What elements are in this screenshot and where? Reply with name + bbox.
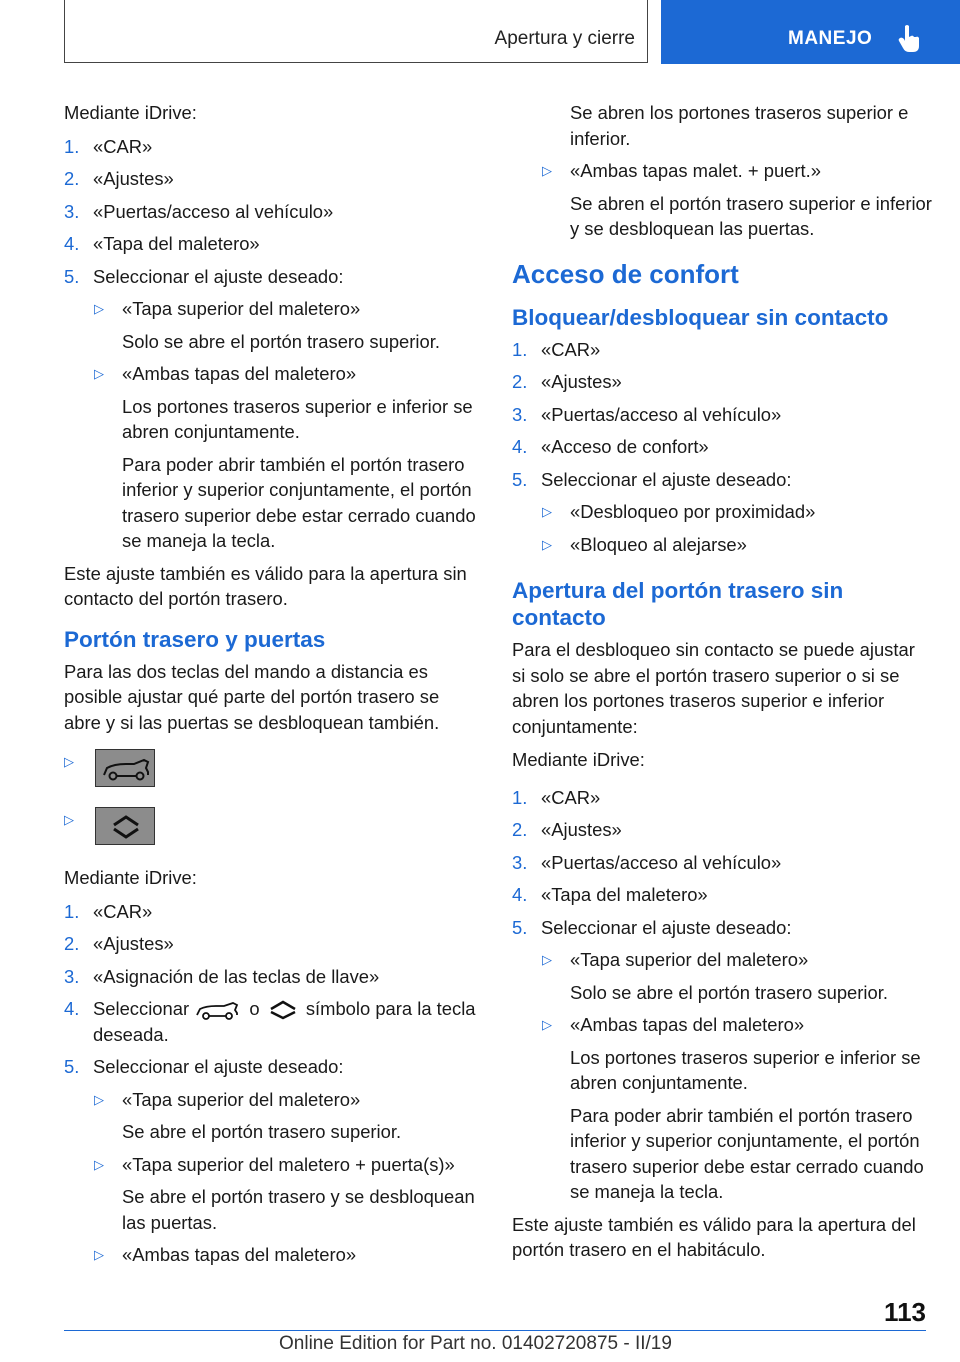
step-number: 4. <box>64 233 80 254</box>
step-text: «Puertas/acceso al vehículo» <box>541 851 782 873</box>
step-text: «Acceso de confort» <box>541 436 709 457</box>
intro-text: Mediante iDrive: <box>64 867 197 888</box>
step-text: Seleccionar <box>93 998 190 1019</box>
step-text: «Ajustes» <box>541 371 622 392</box>
section-text: Para el desbloqueo sin contacto se puede ajustar si solo se abre el portón trasero superior o si se abren los portones traseros superior e inferior conjuntamente: <box>512 639 915 737</box>
option-item <box>512 1012 932 1038</box>
list-item <box>512 785 932 811</box>
option-label: «Desbloqueo por proximidad» <box>570 501 816 522</box>
bullet-triangle-icon: ▷ <box>94 1156 104 1172</box>
step-text: Seleccionar el ajuste deseado: <box>93 1056 344 1077</box>
footer-divider <box>64 1330 926 1331</box>
steps-list <box>64 899 479 1080</box>
list-item <box>512 850 932 876</box>
list-item <box>512 882 932 908</box>
option-description: Se abren los portones traseros superior e inferior. <box>570 102 909 149</box>
step-number: 1. <box>512 786 528 808</box>
section-heading: Apertura del portón trasero sin contacto <box>512 578 844 630</box>
steps-list <box>512 337 932 493</box>
step-number: 4. <box>512 884 528 905</box>
option-label: «Tapa superior del maletero» <box>570 949 809 970</box>
option-description: Para poder abrir también el portón trasero inferior y superior conjuntamente, el portón trasero superior debe estar cerrado cuando se maneja la tecla. <box>122 453 476 551</box>
list-item <box>512 337 932 363</box>
page-number: 113 <box>884 1297 926 1327</box>
step-number: 3. <box>64 965 80 987</box>
option-item <box>512 947 932 973</box>
option-description: Solo se abre el portón trasero superior. <box>122 330 440 352</box>
tailgate-key-icon <box>95 749 155 787</box>
bullet-triangle-icon: ▷ <box>64 812 74 827</box>
step-text: «CAR» <box>93 900 153 922</box>
option-label: «Tapa superior del maletero + puerta(s)» <box>122 1153 455 1175</box>
option-item <box>64 1242 479 1268</box>
step-number: 2. <box>64 168 80 189</box>
bullet-triangle-icon: ▷ <box>542 536 552 552</box>
list-item <box>64 134 479 160</box>
bullet-triangle-icon: ▷ <box>64 754 74 769</box>
option-item <box>512 158 932 184</box>
option-label: «Bloqueo al alejarse» <box>570 533 747 555</box>
option-label: «Tapa superior del maletero» <box>122 1088 361 1110</box>
step-text: «Ajustes» <box>541 819 622 840</box>
bullet-triangle-icon: ▷ <box>94 366 104 381</box>
option-label: «Ambas tapas del maletero» <box>122 1244 357 1265</box>
option-label: «Tapa superior del maletero» <box>122 298 361 319</box>
step-text: «Puertas/acceso al vehículo» <box>541 403 782 425</box>
option-item <box>64 1152 479 1178</box>
step-text: «Ajustes» <box>93 168 174 189</box>
step-number: 3. <box>512 403 528 425</box>
step-number: 4. <box>512 436 528 457</box>
step-text: «Asignación de las teclas de llave» <box>93 965 380 987</box>
left-column <box>64 100 479 1275</box>
section-heading: Portón trasero y puertas <box>64 626 326 652</box>
page-header <box>0 0 960 66</box>
step-number: 1. <box>512 338 528 360</box>
bullet-triangle-icon: ▷ <box>94 301 104 316</box>
chapter-title: MANEJO <box>788 28 873 49</box>
step-number: 2. <box>64 933 80 954</box>
option-item <box>64 296 479 322</box>
bullet-triangle-icon: ▷ <box>94 1091 104 1107</box>
section-title: Apertura y cierre <box>494 28 635 49</box>
step-text: símbolo para la tecla deseada. <box>93 998 476 1045</box>
list-item <box>64 231 479 257</box>
bullet-triangle-icon: ▷ <box>542 504 552 519</box>
option-description: Se abre el portón trasero y se desbloquean las puertas. <box>122 1186 475 1233</box>
list-item <box>512 434 932 460</box>
list-item <box>64 931 479 957</box>
section-heading: Bloquear/desbloquear sin contacto <box>512 304 889 330</box>
note-text: Este ajuste también es válido para la apertura del portón trasero en el habitáculo. <box>512 1213 916 1260</box>
bullet-triangle-icon: ▷ <box>542 952 552 967</box>
bullet-triangle-icon: ▷ <box>542 163 552 178</box>
key-option <box>64 749 479 803</box>
option-label: «Ambas tapas malet. + puert.» <box>570 160 821 181</box>
step-number: 5. <box>64 265 80 287</box>
steps-list <box>64 134 479 290</box>
list-item <box>512 402 932 428</box>
step-number: 3. <box>512 851 528 873</box>
intro-text: Mediante iDrive: <box>512 749 645 770</box>
option-description: Se abre el portón trasero superior. <box>122 1121 402 1142</box>
step-number: 1. <box>64 135 80 157</box>
hand-pointer-icon <box>898 24 922 54</box>
step-text: «Ajustes» <box>93 933 174 954</box>
step-text: «CAR» <box>93 135 153 157</box>
unlock-key-icon <box>95 807 155 845</box>
step-text: Seleccionar el ajuste deseado: <box>541 916 792 938</box>
option-item <box>512 499 932 525</box>
chapter-heading: Acceso de confort <box>512 258 739 289</box>
step-number: 2. <box>512 371 528 392</box>
list-item <box>64 264 479 290</box>
step-text: «Puertas/acceso al vehículo» <box>93 200 334 222</box>
key-option <box>64 807 479 861</box>
step-text: o <box>249 998 260 1019</box>
list-item <box>512 369 932 395</box>
option-description: Solo se abre el portón trasero superior. <box>570 981 888 1003</box>
step-number: 3. <box>64 200 80 222</box>
list-item <box>64 899 479 925</box>
step-text: «Tapa del maletero» <box>93 233 260 254</box>
list-item <box>64 964 479 990</box>
bullet-triangle-icon: ▷ <box>94 1247 104 1262</box>
step-text: Seleccionar el ajuste deseado: <box>541 468 792 490</box>
chapter-tab <box>661 0 960 64</box>
note-text: Este ajuste también es válido para la apertura sin contacto del portón trasero. <box>64 562 467 609</box>
option-item <box>512 532 932 558</box>
option-description: Se abren el portón trasero superior e inferior y se desbloquean las puertas. <box>570 192 932 239</box>
list-item <box>64 166 479 192</box>
intro-text: Mediante iDrive: <box>64 102 197 123</box>
option-label: «Ambas tapas del maletero» <box>122 363 357 384</box>
edition-text: Online Edition for Part no. 01402720875 - II/19 <box>279 1333 672 1354</box>
section-tab <box>64 0 648 63</box>
step-number: 5. <box>64 1056 80 1077</box>
option-description: Los portones traseros superior e inferior se abren conjuntamente. <box>122 395 473 442</box>
step-number: 5. <box>512 916 528 938</box>
bullet-triangle-icon: ▷ <box>542 1017 552 1032</box>
steps-list <box>512 785 932 941</box>
step-number: 1. <box>64 900 80 922</box>
step-text: «Tapa del maletero» <box>541 884 708 905</box>
section-text: Para las dos teclas del mando a distancia es posible ajustar qué parte del portón trasero se abre y si las puertas se desbloquean también. <box>64 660 440 733</box>
option-description: Para poder abrir también el portón trasero inferior y superior conjuntamente, el portón trasero superior debe estar cerrado cuando se maneja la tecla. <box>570 1104 924 1202</box>
list-item <box>64 1054 479 1080</box>
list-item <box>64 996 479 1047</box>
list-item <box>512 817 932 843</box>
unlock-symbol-icon <box>265 1000 301 1020</box>
step-text: «CAR» <box>541 338 601 360</box>
list-item <box>512 467 932 493</box>
list-item <box>512 915 932 941</box>
option-item <box>64 1087 479 1113</box>
step-number: 2. <box>512 819 528 840</box>
step-number: 5. <box>512 468 528 490</box>
right-column <box>512 100 932 1271</box>
option-label: «Ambas tapas del maletero» <box>570 1014 805 1035</box>
step-text: Seleccionar el ajuste deseado: <box>93 265 344 287</box>
option-item <box>64 361 479 387</box>
option-description: Los portones traseros superior e inferior se abren conjuntamente. <box>570 1046 921 1093</box>
step-number: 4. <box>64 998 80 1019</box>
tailgate-symbol-icon <box>194 1000 244 1020</box>
step-text: «CAR» <box>541 786 601 808</box>
list-item <box>64 199 479 225</box>
